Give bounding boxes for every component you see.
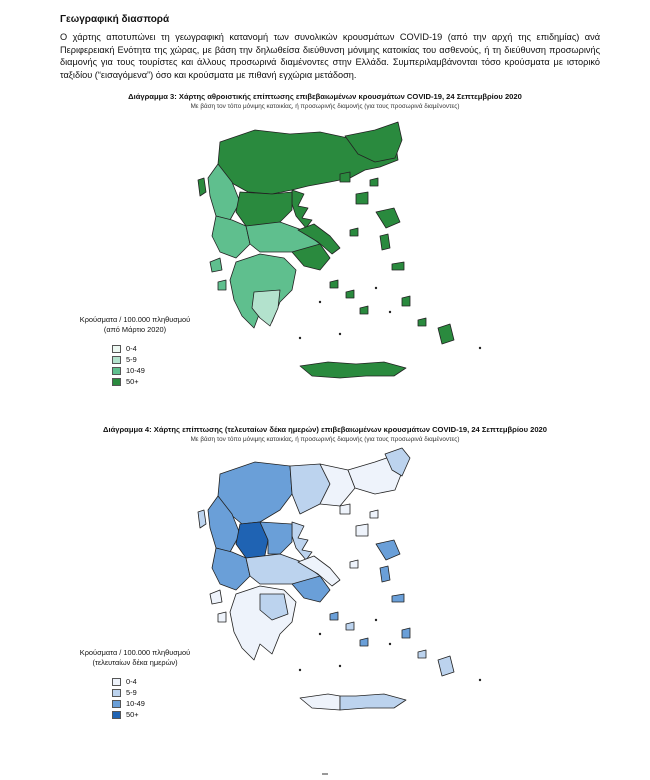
map3-island-cyclades-1	[330, 280, 338, 288]
map4-islet	[299, 669, 301, 671]
legend-label: 10-49	[126, 366, 145, 375]
legend-swatch	[112, 345, 121, 353]
map3-islet	[479, 347, 481, 349]
map3-island-thassos	[340, 172, 350, 182]
map4-island-dodecanese-1	[402, 628, 410, 638]
figure4-map	[180, 444, 510, 734]
map4-island-chios	[380, 566, 390, 582]
map3-islet	[319, 301, 321, 303]
map4-islet	[339, 665, 341, 667]
map3-island-zakynthos	[218, 280, 226, 290]
map4-island-limnos	[356, 524, 368, 536]
map3-island-chios	[380, 234, 390, 250]
map4-island-crete-east	[340, 694, 406, 710]
legend-label: 50+	[126, 377, 139, 386]
legend-label: 0-4	[126, 344, 137, 353]
map4-islet	[375, 619, 377, 621]
legend-swatch	[112, 678, 121, 686]
map3-island-kefalonia	[210, 258, 222, 272]
map4-islet	[319, 633, 321, 635]
legend-title-line1: Κρούσματα / 100.000 πληθυσμού	[79, 315, 191, 324]
figure3-legend	[60, 315, 210, 387]
map4-island-cyclades-2	[346, 622, 354, 630]
figure4-title: Διάγραμμα 4: Χάρτης επίπτωσης (τελευταίων δέκα ημερών) επιβεβαιωμένων κρουσμάτων COVID-19, 24 Σεπτεμβρίου 2020	[103, 425, 547, 434]
map4-island-rhodes	[438, 656, 454, 676]
figure3-subtitle: Με βάση τον τόπο μόνιμης κατοικίας, ή προσωρινής διαμονής (για τους προσωρινά διαμένοντες)	[190, 103, 460, 110]
legend-items	[112, 676, 210, 720]
map4-region-chalkidiki	[292, 522, 312, 560]
map3-region-chalkidiki	[292, 190, 312, 228]
map3-island-skyros	[350, 228, 358, 236]
map3-islet	[389, 311, 391, 313]
map3-island-crete	[300, 362, 406, 378]
map4-island-cyclades-1	[330, 612, 338, 620]
legend-item	[112, 709, 210, 720]
map4-island-samothraki	[370, 510, 378, 518]
map4-island-crete-west	[300, 694, 340, 710]
map3-islet	[299, 337, 301, 339]
map3-island-cyclades-2	[346, 290, 354, 298]
legend-title-line1: Κρούσματα / 100.000 πληθυσμού	[79, 648, 191, 657]
page-marker	[322, 773, 328, 775]
figure3-title: Διάγραμμα 3: Χάρτης αθροιστικής επίπτωσης επιβεβαιωμένων κρουσμάτων COVID-19, 24 Σεπτεμβρίου 2020	[128, 92, 522, 101]
legend-item	[112, 676, 210, 687]
map4-island-corfu	[198, 510, 206, 528]
legend-swatch	[112, 711, 121, 719]
figure3-map	[180, 112, 510, 402]
map3-island-dodecanese-2	[418, 318, 426, 326]
legend-item	[112, 365, 210, 376]
map3-islet	[375, 287, 377, 289]
legend-swatch	[112, 700, 121, 708]
map3-island-cyclades-3	[360, 306, 368, 314]
map4-islet	[479, 679, 481, 681]
map3-islet	[339, 333, 341, 335]
legend-item	[112, 343, 210, 354]
section-heading: Γεωγραφική διασπορά	[60, 14, 170, 25]
legend-label: 50+	[126, 710, 139, 719]
legend-label: 5-9	[126, 688, 137, 697]
map3-island-lesvos	[376, 208, 400, 228]
legend-item	[112, 698, 210, 709]
map3-island-samos	[392, 262, 404, 270]
map3-island-corfu	[198, 178, 206, 196]
legend-item	[112, 354, 210, 365]
map4-island-lesvos	[376, 540, 400, 560]
legend-label: 5-9	[126, 355, 137, 364]
legend-title-line2: (τελευταίων δέκα ημερών)	[92, 658, 178, 667]
map4-island-dodecanese-2	[418, 650, 426, 658]
intro-paragraph	[60, 31, 600, 81]
map3-island-dodecanese-1	[402, 296, 410, 306]
map4-island-zakynthos	[218, 612, 226, 622]
map4-island-thassos	[340, 504, 350, 514]
map4-island-kefalonia	[210, 590, 222, 604]
legend-swatch	[112, 367, 121, 375]
legend-swatch	[112, 356, 121, 364]
legend-item	[112, 687, 210, 698]
legend-title-line2: (από Μάρτιο 2020)	[103, 325, 167, 334]
legend-label: 0-4	[126, 677, 137, 686]
legend-items	[112, 343, 210, 387]
map3-island-rhodes	[438, 324, 454, 344]
map4-island-samos	[392, 594, 404, 602]
map4-islet	[389, 643, 391, 645]
map4-island-skyros	[350, 560, 358, 568]
intro-text: Ο χάρτης αποτυπώνει τη γεωγραφική κατανομή των συνολικών κρουσμάτων COVID-19 (από την αρχή της επιδημίας) ανά Περιφερειακή Ενότητα της χώρας, με βάση την δηλωθείσα διεύθυνση μόνιμης κατοικίας του ασθενούς, ή τη διεύθυνση προσωρινής διαμονής για τους τουρίστες και άλλους προσωρινά διαμένοντες στην Ελλάδα. Συμπεριλαμβάνονται τόσο κρούσματα με ιστορικό ταξιδίου (“εισαγόμενα”) όσο και κρούσματα με πιθανή εγχώρια μετάδοση.	[60, 32, 600, 80]
legend-label: 10-49	[126, 699, 145, 708]
legend-swatch	[112, 689, 121, 697]
map3-island-limnos	[356, 192, 368, 204]
legend-title	[60, 315, 210, 335]
legend-swatch	[112, 378, 121, 386]
figure4-subtitle: Με βάση τον τόπο μόνιμης κατοικίας, ή προσωρινής διαμονής (για τους προσωρινά διαμένοντες)	[190, 436, 460, 443]
map4-island-cyclades-3	[360, 638, 368, 646]
legend-title	[60, 648, 210, 668]
figure4-legend	[60, 648, 210, 720]
map3-island-samothraki	[370, 178, 378, 186]
legend-item	[112, 376, 210, 387]
